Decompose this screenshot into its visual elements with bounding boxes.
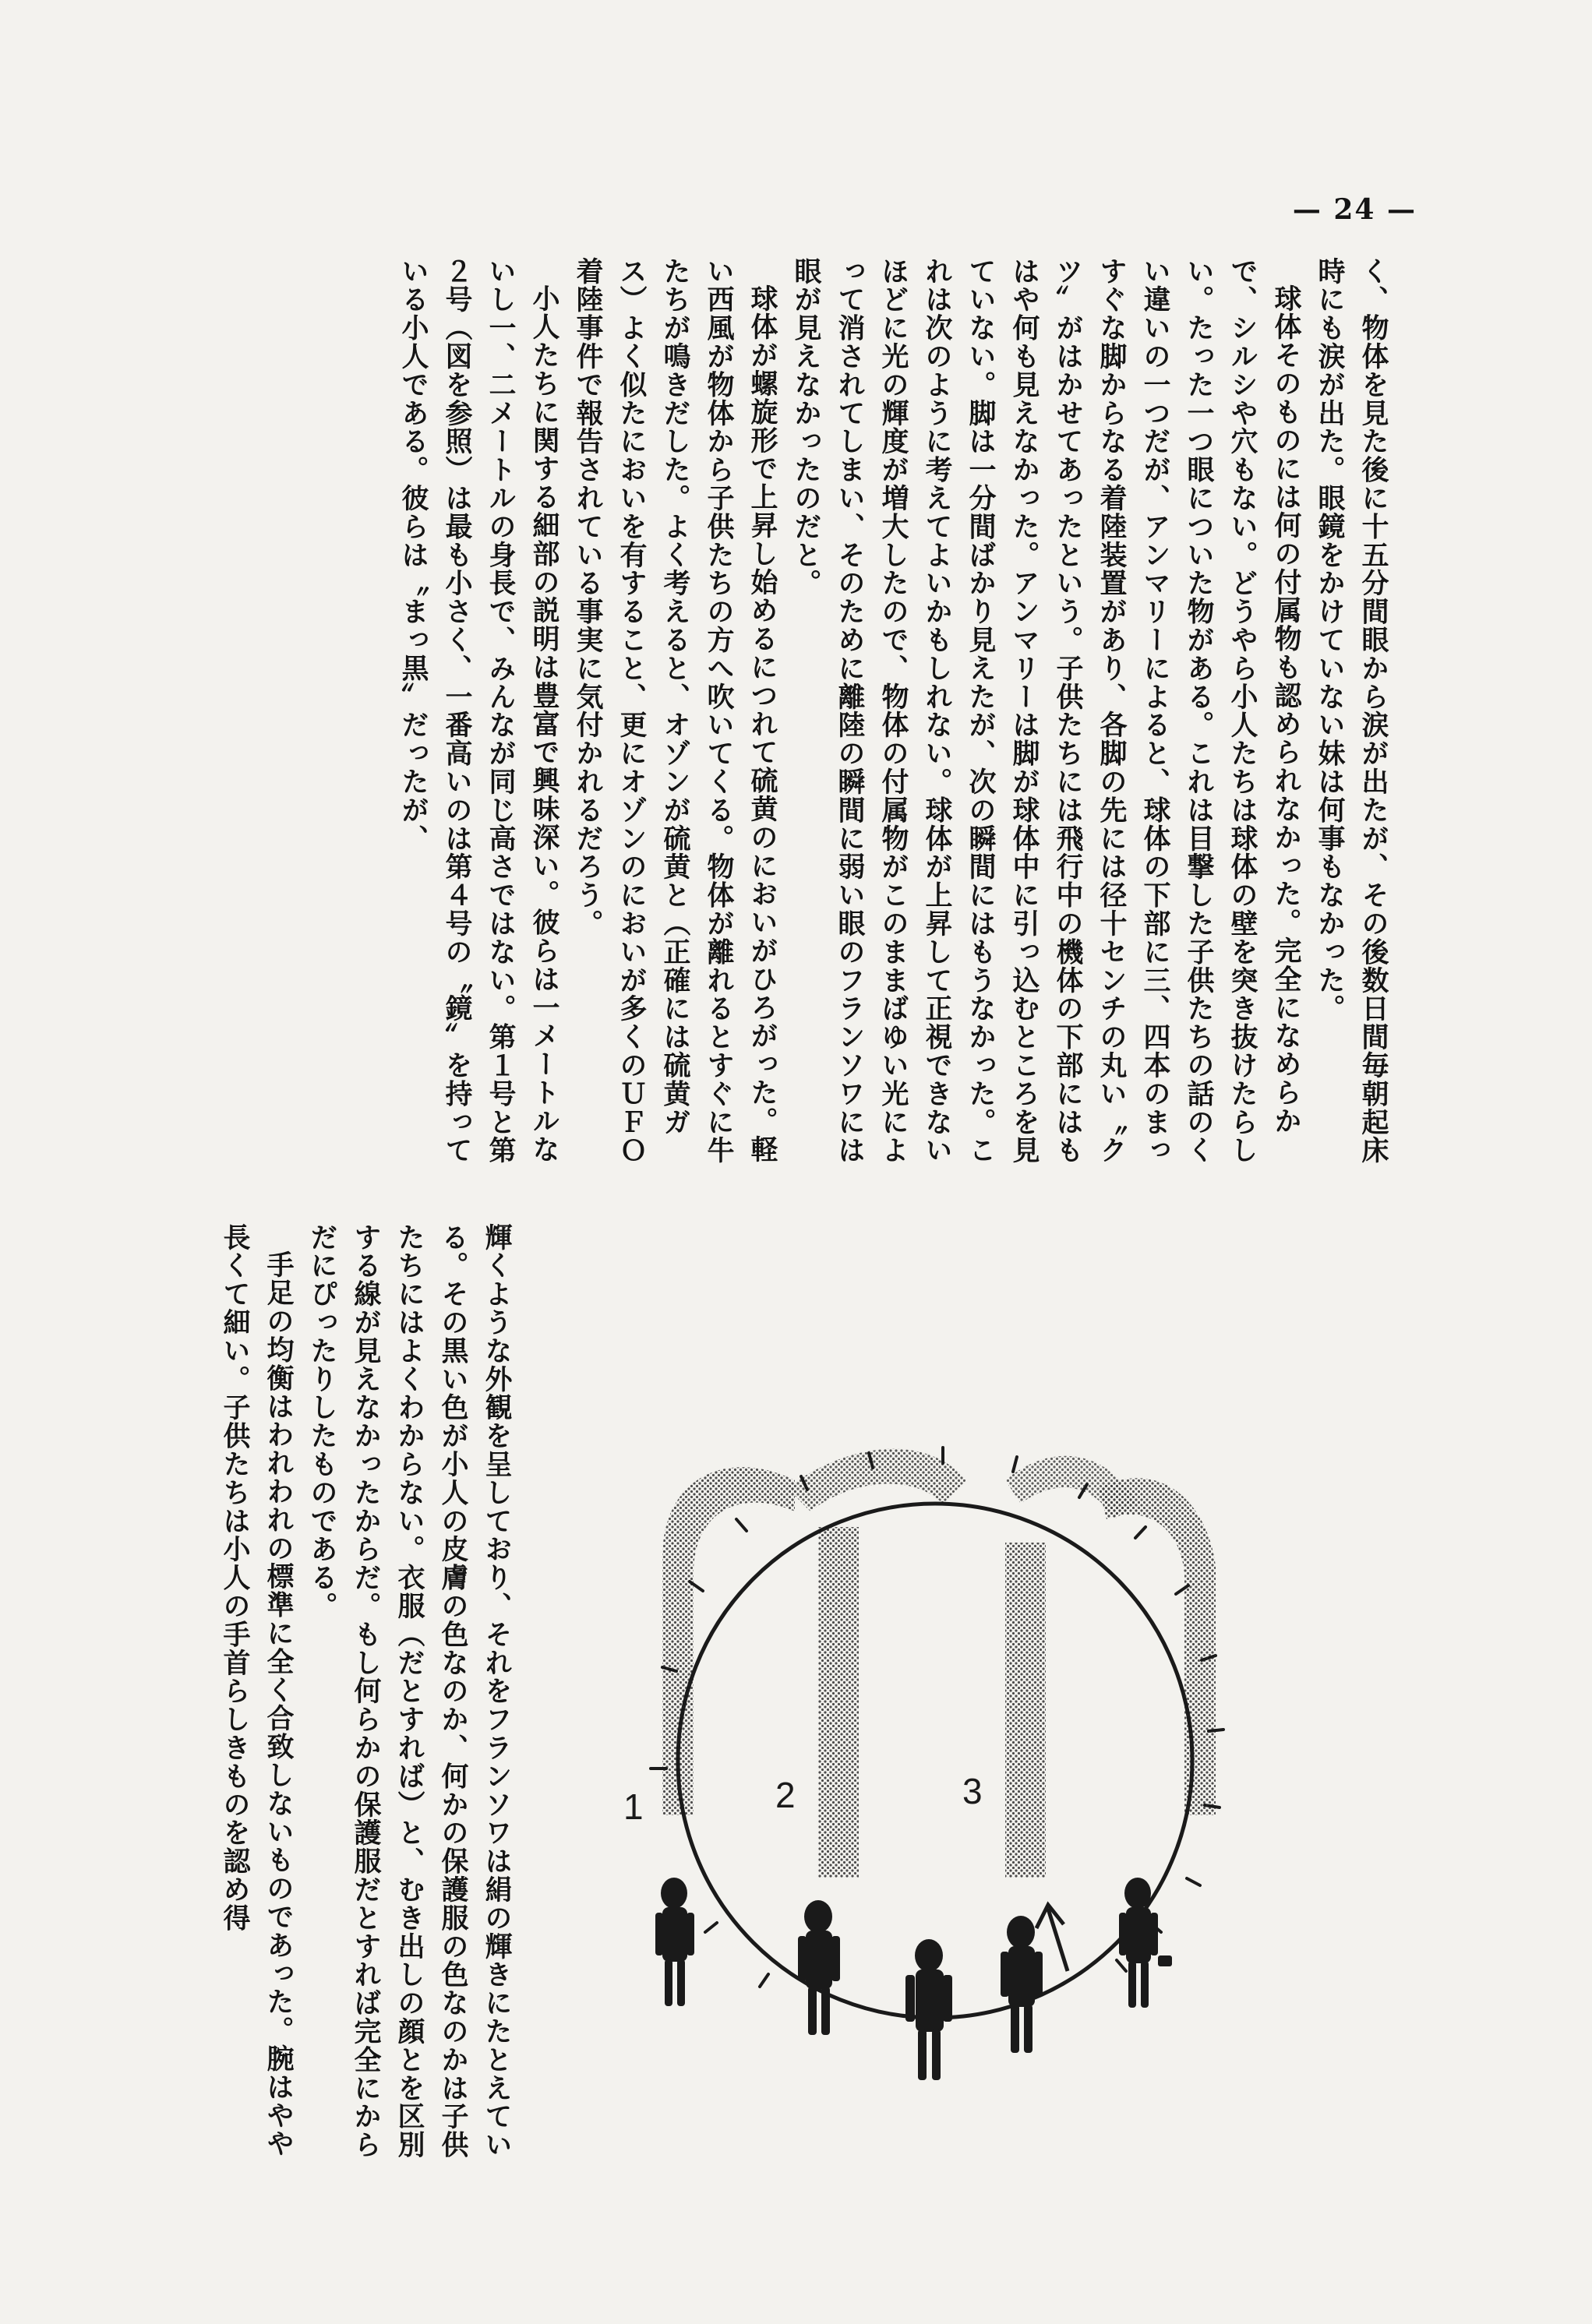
being-figure xyxy=(905,1939,952,2080)
paragraph: 球体そのものには何の付属物も認められなかった。完全になめらかで、シルシや穴もない。どうやら小人たちは球体の壁を突き抜けたらしい。たった一つ眼についた物がある。これは目撃した子供たちの話のくい違いの一つだが、アンマリーによると、球体の下部に三、四本のまっすぐな脚からなる着陸装置があり、各脚の先には径十センチの丸い〝クツ〟がはかせてあったという。子供たちには飛行中の機体の下部にはもはや何も見えなかった。アンマリーは脚が球体中に引っ込むところを見ていない。脚は一分間ばかり見えたが、次の瞬間にはもうなかった。これは次のように考えてよいかもしれない。球体が上昇して正視できないほどに光の輝度が増大したので、物体の付属物がこのままばゆい光によって消されてしまい、そのために離陸の瞬間に弱い眼のフランソワには眼が見えなかったのだと。 xyxy=(790,257,1301,1165)
figure-label-3: 3 xyxy=(962,1771,983,1811)
being-figure xyxy=(1119,1878,1172,2008)
paragraph: 球体が螺旋形で上昇し始めるにつれて硫黄のにおいがひろがった。軽い西風が物体から子供たちの方へ吹いてくる。物体が離れるとすぐに牛たちが鳴きだした。よく考えると、オゾンが硫黄と（正確には硫黄ガス）よく似たにおいを有すること、更にオゾンのにおいが多くのＵＦＯ着陸事件で報告されている事実に気付かれるだろう。 xyxy=(572,257,778,1165)
lower-text-block xyxy=(160,1223,518,2178)
paragraph: 輝くような外観を呈しており、それをフランソワは絹の輝きにたとえている。その黒い色が小人の皮膚の色なのか、何かの保護服の色なのかは子供たちにはよくわからない。衣服（だとすれば）と、むき出しの顔とを区別する線が見えなかったからだ。もし何らかの保護服だとすれば完全にからだにぴったりしたものである。 xyxy=(306,1223,512,2160)
sphere-outline xyxy=(678,1504,1192,2018)
paragraph: 小人たちに関する細部の説明は豊富で興味深い。彼らは一メートルないし一、二メートルの身長で、みんなが同じ高さではない。第１号と第２号（図を参照）は最も小さく、一番高いのは第４号の〝鏡〟を持っている小人である。彼らは〝まっ黒〟だったが、 xyxy=(397,257,559,1165)
figure-label-1: 1 xyxy=(623,1786,644,1827)
being-figure xyxy=(655,1878,694,2006)
page-number: — 24 — xyxy=(1292,193,1417,226)
paragraph: 手足の均衡はわれわれの標準に全く合致しないものであった。腕はやや長くて細い。子供たちは小人の手首らしきものを認め得 xyxy=(219,1223,294,2158)
upper-text-block xyxy=(160,257,1395,1165)
light-beams xyxy=(662,1449,1216,1878)
figure-label-2: 2 xyxy=(775,1775,796,1815)
paragraph: く、物体を見た後に十五分間眼から涙が出たが、その後数日間毎朝起床時にも涙が出た。眼鏡をかけていない妹は何事もなかった。 xyxy=(1314,257,1389,1165)
being-figure xyxy=(1001,1916,1043,2053)
small-beings xyxy=(655,1878,1172,2080)
being-figure xyxy=(798,1900,840,2035)
sphere-illustration xyxy=(600,1395,1286,2096)
